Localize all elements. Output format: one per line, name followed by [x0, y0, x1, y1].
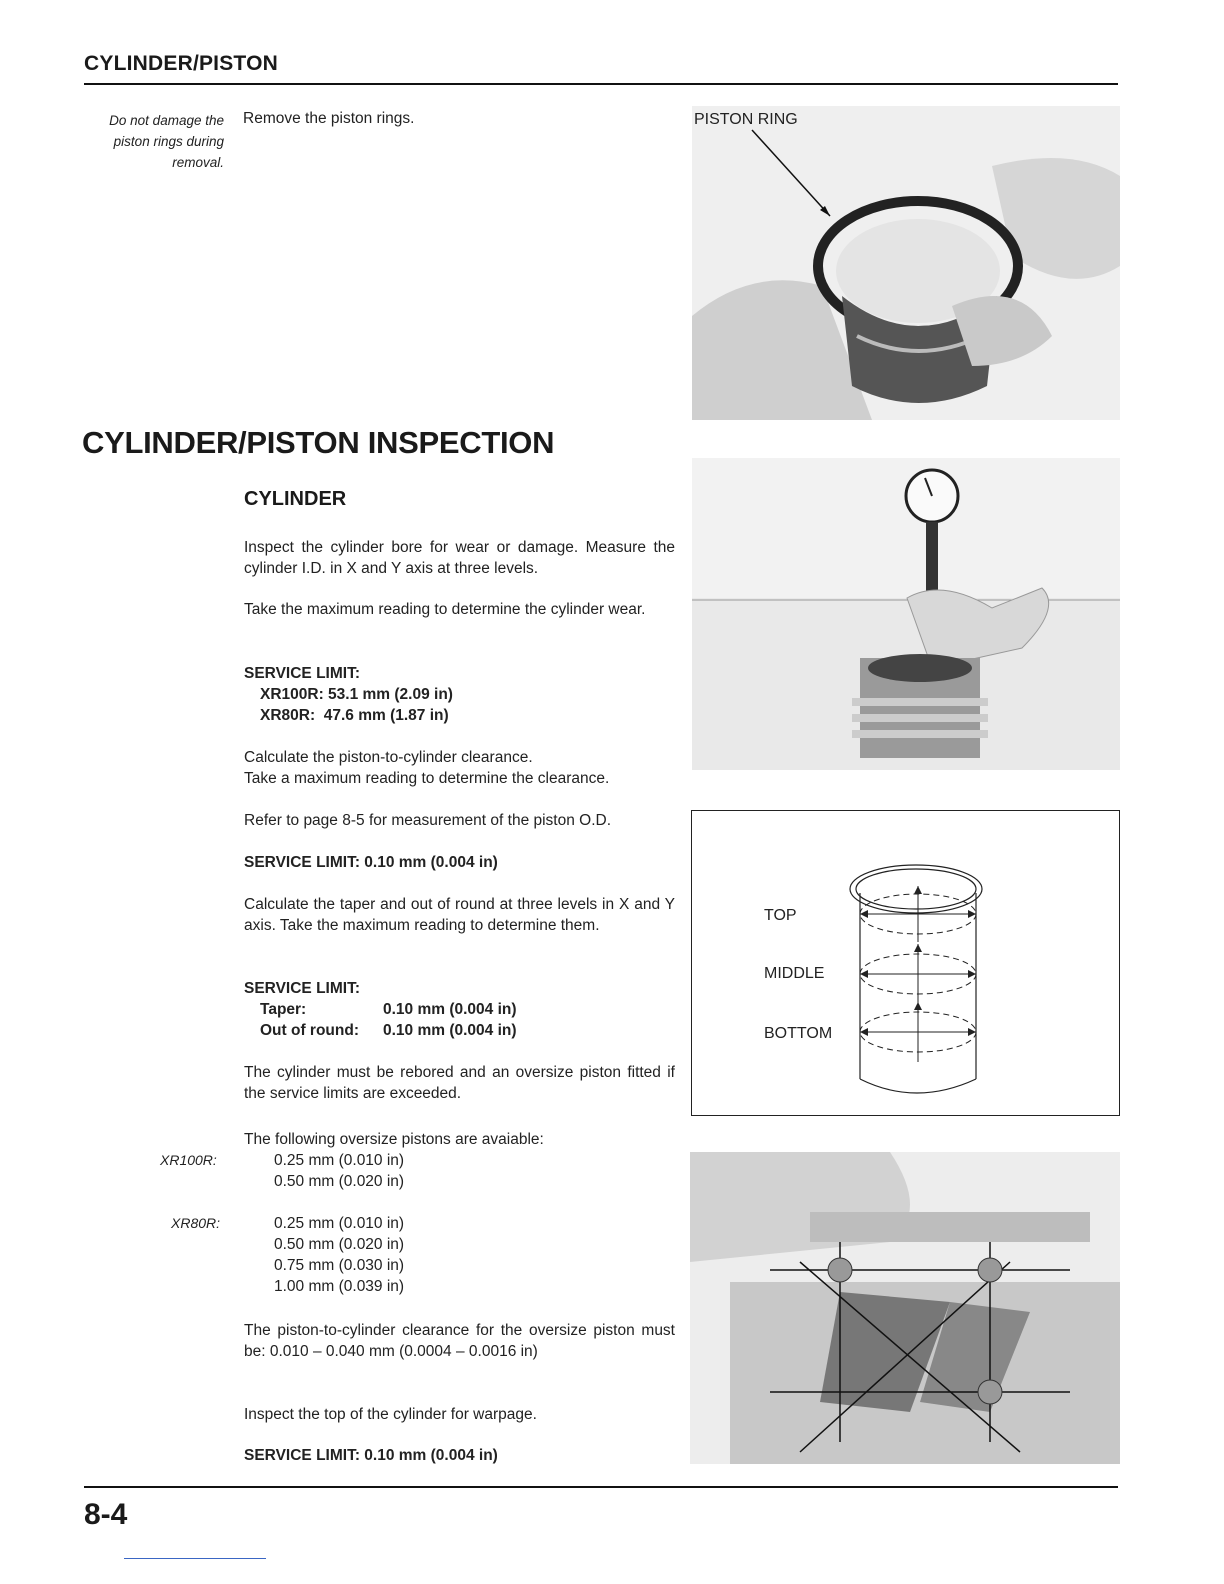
cylinder-p2: Take the maximum reading to determine the cylinder wear. [244, 601, 646, 618]
cylinder-p5: Refer to page 8-5 for measurement of the piston O.D. [244, 812, 612, 829]
xr80r-size: 0.25 mm (0.010 in) [274, 1215, 405, 1232]
out-of-round-label: Out of round: [260, 1022, 359, 1039]
removal-instruction: Remove the piston rings. [243, 110, 415, 127]
diagram-label-top: TOP [764, 907, 797, 924]
oversize-intro: The following oversize pistons are avaiable: [244, 1131, 544, 1148]
piston-ring-photo [692, 106, 1120, 420]
diagram-label-bottom: BOTTOM [764, 1025, 833, 1042]
piston-ring-label: PISTON RING [694, 111, 798, 128]
xr100r-size: 0.50 mm (0.020 in) [274, 1173, 405, 1190]
taper-label: Taper: [260, 1001, 307, 1018]
cylinder-p4: Take a maximum reading to determine the clearance. [244, 770, 610, 787]
header-rule [84, 83, 1118, 85]
cylinder-subtitle: CYLINDER [244, 488, 347, 510]
service-limit-warpage: SERVICE LIMIT: 0.10 mm (0.004 in) [244, 1447, 498, 1464]
cylinder-p9: Inspect the top of the cylinder for warpage. [244, 1406, 537, 1423]
service-limit-clearance: SERVICE LIMIT: 0.10 mm (0.004 in) [244, 854, 498, 871]
side-note-line: removal. [172, 155, 224, 170]
footer-rule [84, 1486, 1118, 1488]
xr80r-size: 0.75 mm (0.030 in) [274, 1257, 405, 1274]
side-note-line: piston rings during [113, 134, 224, 149]
service-limit-xr100r: XR100R: 53.1 mm (2.09 in) [260, 686, 453, 703]
bore-gauge-photo [692, 458, 1120, 770]
cylinder-p3: Calculate the piston-to-cylinder clearance. [244, 749, 533, 766]
diagram-label-middle: MIDDLE [764, 965, 825, 982]
xr80r-side-label: XR80R: [171, 1215, 221, 1231]
xr80r-size: 0.50 mm (0.020 in) [274, 1236, 405, 1253]
taper-value: 0.10 mm (0.004 in) [383, 1001, 517, 1018]
side-note-line: Do not damage the [109, 113, 224, 128]
cylinder-measurement-diagram [691, 810, 1120, 1116]
page-header-title: CYLINDER/PISTON [84, 52, 278, 75]
service-limit-label-2: SERVICE LIMIT: [244, 980, 360, 997]
xr100r-side-label: XR100R: [160, 1152, 217, 1168]
service-limit-xr80r: XR80R: 47.6 mm (1.87 in) [260, 707, 449, 724]
cylinder-p6: Calculate the taper and out of round at three levels in X and Y axis. Take the maximum reading to determine them. [244, 896, 675, 934]
section-title: CYLINDER/PISTON INSPECTION [82, 425, 555, 460]
removal-side-note [60, 110, 224, 173]
out-of-round-value: 0.10 mm (0.004 in) [383, 1022, 517, 1039]
xr100r-size: 0.25 mm (0.010 in) [274, 1152, 405, 1169]
cylinder-p8: The piston-to-cylinder clearance for the oversize piston must be: 0.010 – 0.040 mm (0.0004 – 0.0016 in) [244, 1322, 675, 1360]
warpage-check-photo [690, 1152, 1120, 1464]
xr80r-size: 1.00 mm (0.039 in) [274, 1278, 405, 1295]
cylinder-p1: Inspect the cylinder bore for wear or damage. Measure the cylinder I.D. in X and Y axis at three levels. [244, 539, 675, 577]
page-number: 8-4 [84, 1498, 128, 1531]
cylinder-p7: The cylinder must be rebored and an oversize piston fitted if the service limits are exceeded. [244, 1064, 675, 1102]
bottom-accent-line [124, 1558, 266, 1559]
service-limit-label: SERVICE LIMIT: [244, 665, 360, 682]
